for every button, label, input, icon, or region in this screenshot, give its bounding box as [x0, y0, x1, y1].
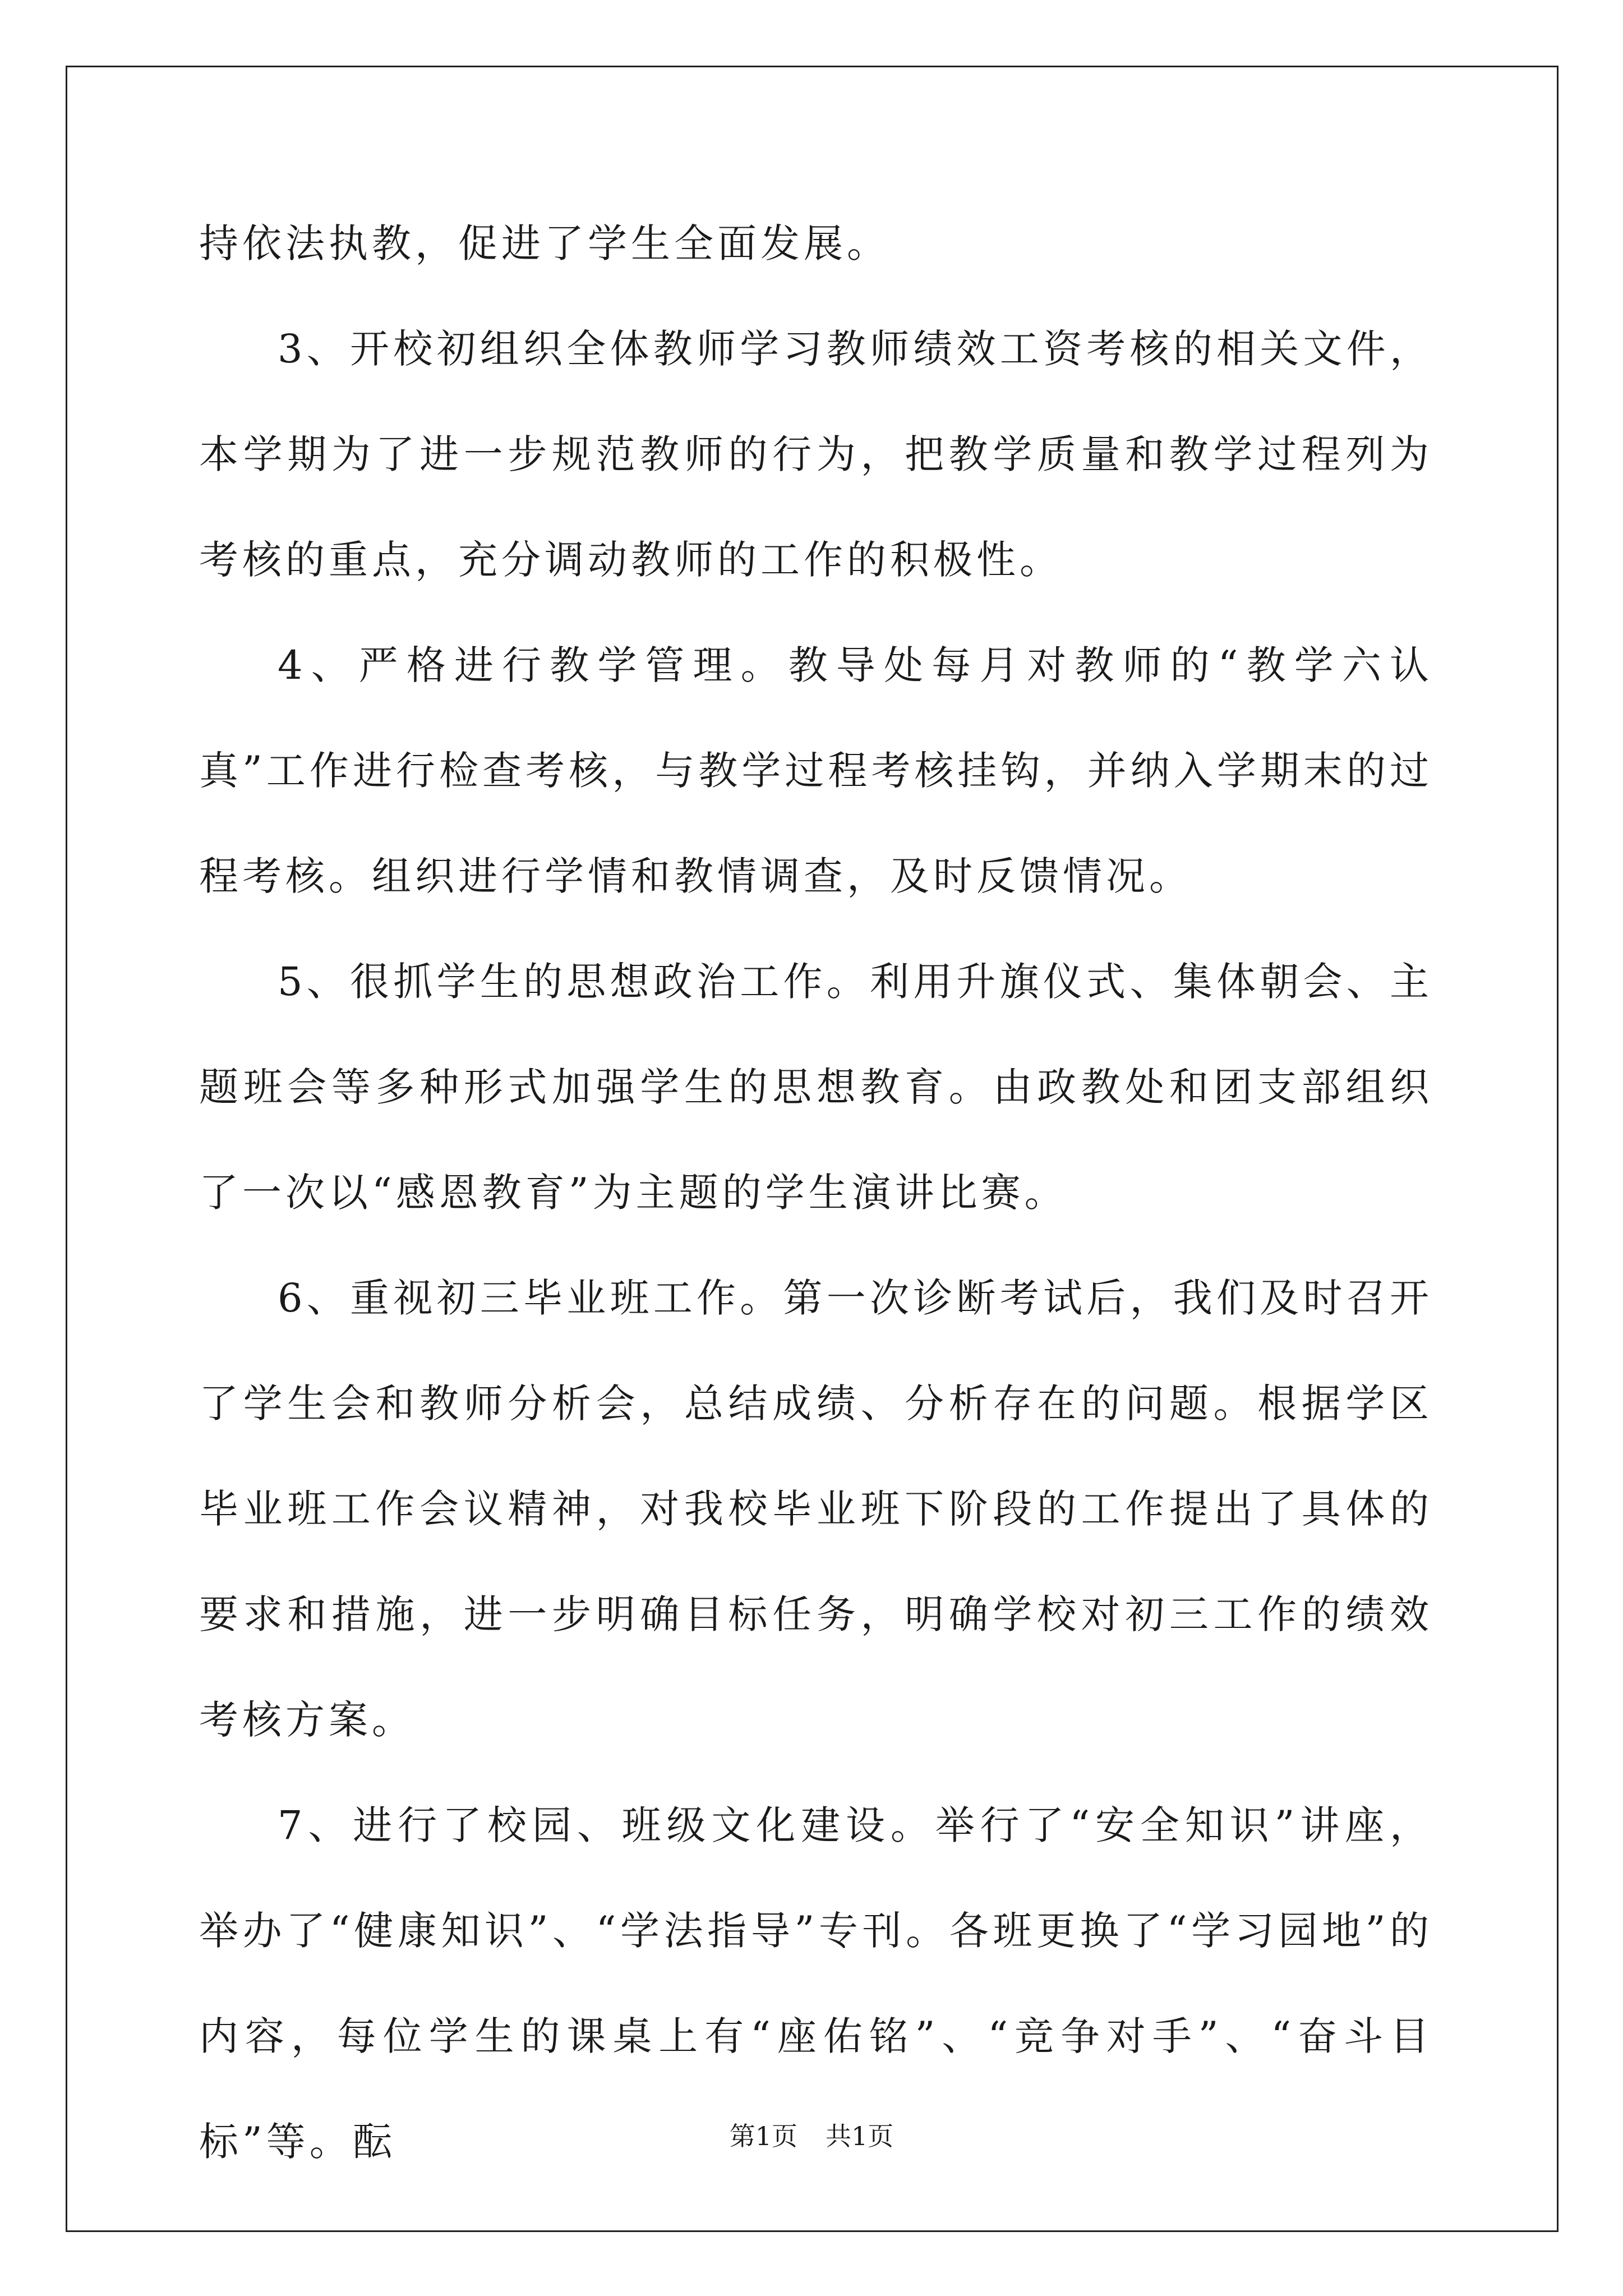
page-footer — [0, 2119, 1623, 2153]
paragraph-3: 4、严格进行教学管理。教导处每月对教师的“教学六认真”工作进行检查考核，与教学过程考核挂钩，并纳入学期末的过程考核。组织进行学情和教情调查，及时反馈情况。 — [199, 642, 1433, 899]
paragraph-5: 6、重视初三毕业班工作。第一次诊断考试后，我们及时召开了学生会和教师分析会，总结成绩、分析存在的问题。根据学区毕业班工作会议精神，对我校毕业班下阶段的工作提出了具体的要求和措施，进一步明确目标任务，明确学校对初三工作的绩效考核方案。 — [199, 1275, 1433, 1743]
paragraph-6: 7、进行了校园、班级文化建设。举行了“安全知识”讲座，举办了“健康知识”、“学法指导”专刊。各班更换了“学习园地”的内容，每位学生的课桌上有“座佑铭”、“竞争对手”、“奋斗目标”等。酝 — [199, 1802, 1433, 2165]
paragraph-2: 3、开校初组织全体教师学习教师绩效工资考核的相关文件，本学期为了进一步规范教师的行为，把教学质量和教学过程列为考核的重点，充分调动教师的工作的积极性。 — [199, 326, 1433, 583]
paragraph-1: 持依法执教，促进了学生全面发展。 — [199, 220, 890, 266]
page-number-current: 第1页 — [729, 2121, 797, 2151]
paragraph-4: 5、很抓学生的思想政治工作。利用升旗仪式、集体朝会、主题班会等多种形式加强学生的思想教育。由政教处和团支部组织了一次以“感恩教育”为主题的学生演讲比赛。 — [199, 959, 1433, 1216]
page-number-total: 共1页 — [826, 2121, 894, 2151]
document-body — [199, 191, 1433, 2194]
